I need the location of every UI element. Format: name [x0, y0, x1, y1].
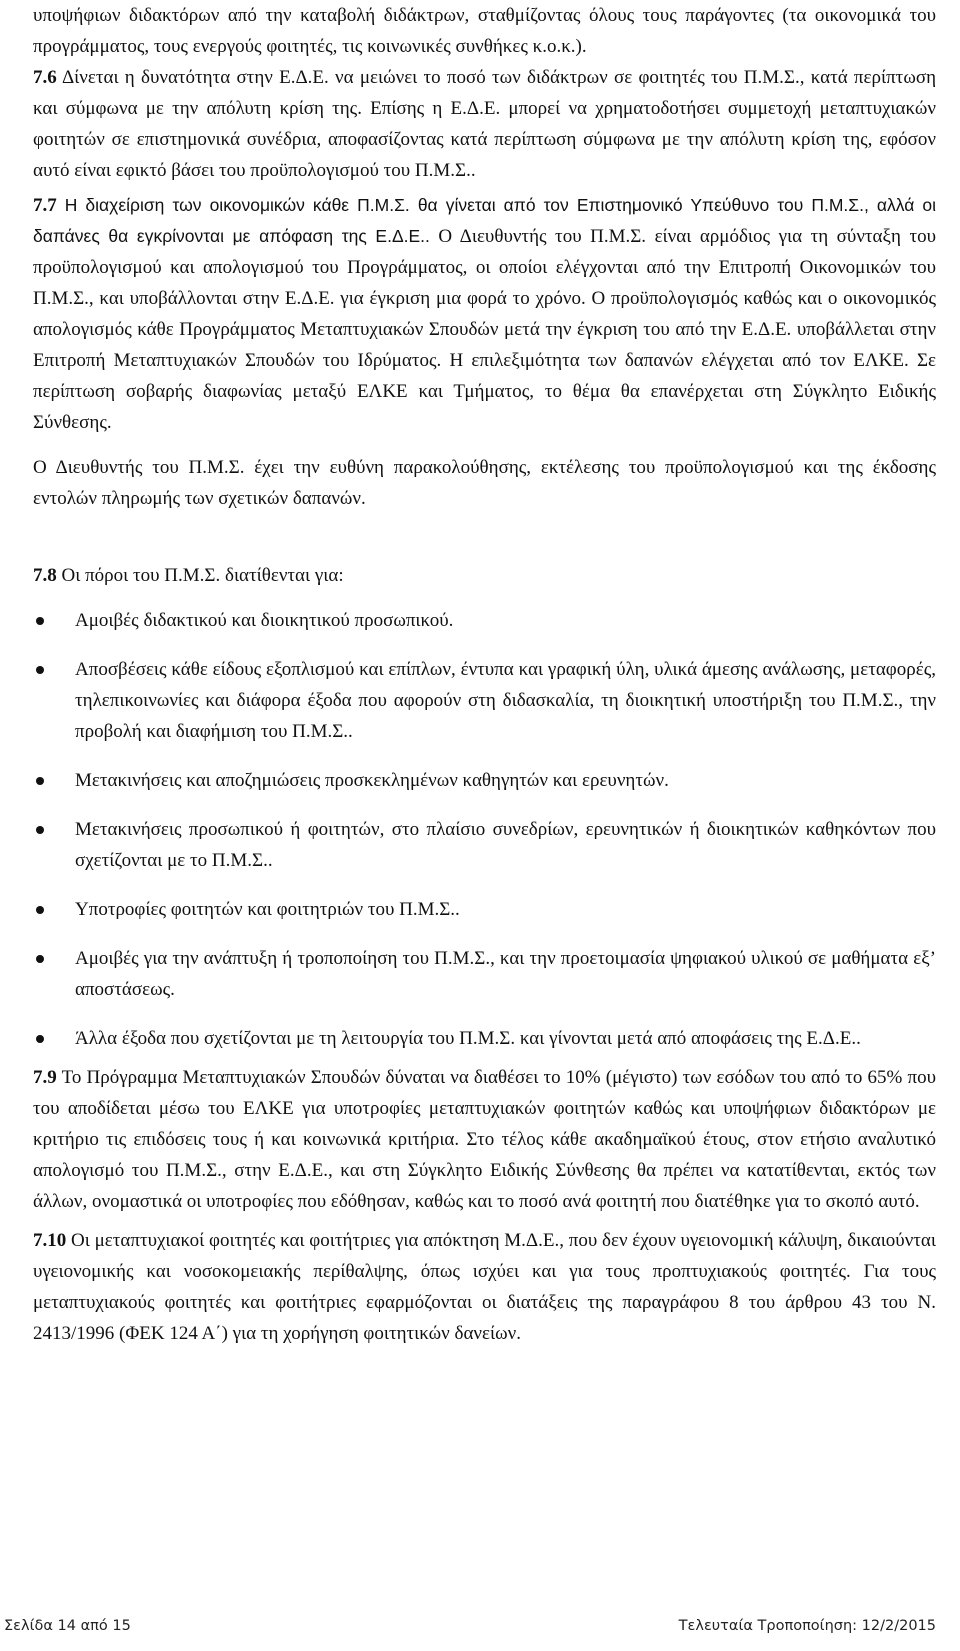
section-7-7	[33, 190, 936, 438]
last-revision: Τελευταία Τροποποίηση: 12/2/2015	[678, 1618, 936, 1634]
list-item: Μετακινήσεις και αποζημιώσεις προσκεκλημένων καθηγητών και ερευνητών.	[33, 765, 936, 796]
list-item: Υποτροφίες φοιτητών και φοιτητριών του Π.Μ.Σ..	[33, 894, 936, 925]
section-7-6	[33, 62, 936, 186]
bullet-icon	[36, 826, 44, 834]
bullet-icon	[36, 617, 44, 625]
section-number: 7.6	[33, 67, 57, 88]
director-paragraph: Ο Διευθυντής του Π.Μ.Σ. έχει την ευθύνη παρακολούθησης, εκτέλεσης του προϋπολογισμού και της έκδοσης εντολών πληρωμής των σχετικών δαπανών.	[33, 457, 936, 509]
section-7-10	[33, 1225, 936, 1349]
section-number: 7.9	[33, 1067, 57, 1088]
bullet-icon	[36, 906, 44, 914]
page-footer	[4, 1618, 936, 1634]
section-number: 7.7	[33, 195, 57, 216]
document-page	[33, 0, 936, 1349]
section-text-sans: Η διαχείριση των οικονομικών κάθε Π.Μ.Σ. θα γίνεται από τον Επιστημονικό Υπεύθυνο του Π.Μ.Σ., αλλά οι δαπάνες θα εγκρίνονται με απόφαση της Ε.Δ.Ε..	[33, 195, 937, 246]
page-number: Σελίδα 14 από 15	[4, 1618, 131, 1634]
list-item: Αμοιβές για την ανάπτυξη ή τροποποίηση του Π.Μ.Σ., και την προετοιμασία ψηφιακού υλικού σε μαθήματα εξ’ αποστάσεως.	[33, 943, 936, 1005]
section-text: Δίνεται η δυνατότητα στην Ε.Δ.Ε. να μειώνει το ποσό των διδάκτρων σε φοιτητές του Π.Μ.Σ., κατά περίπτωση και σύμφωνα με την απόλυτη κρίση της. Επίσης η Ε.Δ.Ε. μπορεί να χρηματοδοτήσει συμμετοχή μεταπτυχιακών φοιτητών σε επιστημονικά συνέδρια, αποφασίζοντας κατά περίπτωση σύμφωνα με την απόλυτη κρίση της, εφόσον αυτό είναι εφικτό βάσει του προϋπολογισμού του Π.Μ.Σ..	[33, 67, 936, 181]
bullet-icon	[36, 955, 44, 963]
section-7-9	[33, 1062, 936, 1217]
section-text: Το Πρόγραμμα Μεταπτυχιακών Σπουδών δύναται να διαθέσει το 10% (μέγιστο) των εσόδων του από το 65% που του αποδίδεται μέσω του ΕΛΚΕ για υποτροφίες μεταπτυχιακών φοιτητών καθώς και υποψήφιων διδακτόρων με κριτήριο τις επιδόσεις τους ή και κοινωνικά κριτήρια. Στο τέλος κάθε ακαδημαϊκού έτους, στον ετήσιο αναλυτικό απολογισμό του Π.Μ.Σ., στην Ε.Δ.Ε., και στη Σύγκλητο Ειδικής Σύνθεσης θα πρέπει να κατατίθενται, εκτός των άλλων, ονομαστικά οι υποτροφίες που εδόθησαν, καθώς και το ποσό ανά φοιτητή που διατέθηκε για το σκοπό αυτό.	[33, 1067, 936, 1212]
list-item: Άλλα έξοδα που σχετίζονται με τη λειτουργία του Π.Μ.Σ. και γίνονται μετά από αποφάσεις της Ε.Δ.Ε..	[33, 1023, 936, 1054]
list-item: Μετακινήσεις προσωπικού ή φοιτητών, στο πλαίσιο συνεδρίων, ερευνητικών ή διοικητικών καθηκόντων που σχετίζονται με το Π.Μ.Σ..	[33, 814, 936, 876]
list-item: Αποσβέσεις κάθε είδους εξοπλισμού και επίπλων, έντυπα και γραφική ύλη, υλικά άμεσης ανάλωσης, μεταφορές, τηλεπικοινωνίες και διάφορα έξοδα που αφορούν στη διδασκαλία, τη διοικητική υποστήριξη του Π.Μ.Σ., την προβολή και διαφήμιση του Π.Μ.Σ..	[33, 654, 936, 747]
bullet-icon	[36, 1035, 44, 1043]
intro-paragraph: υποψήφιων διδακτόρων από την καταβολή διδάκτρων, σταθμίζοντας όλους τους παράγοντες (τα οικονομικά του προγράμματος, τους ενεργούς φοιτητές, τις κοινωνικές συνθήκες κ.ο.κ.).	[33, 5, 936, 57]
section-number: 7.8	[33, 565, 57, 586]
section-text: Οι μεταπτυχιακοί φοιτητές και φοιτήτριες για απόκτηση Μ.Δ.Ε., που δεν έχουν υγειονομική κάλυψη, δικαιούνται υγειονομικής και νοσοκομειακής περίθαλψης, όπως ισχύει και για τους προπτυχιακούς φοιτητές. Για τους μεταπτυχιακούς φοιτητές και φοιτήτριες εφαρμόζονται οι διατάξεις της παραγράφου 8 του άρθρου 43 του Ν. 2413/1996 (ΦΕΚ 124 Α΄) για τη χορήγηση φοιτητικών δανείων.	[33, 1230, 937, 1344]
section-text: Ο Διευθυντής του Π.Μ.Σ. είναι αρμόδιος για τη σύνταξη του προϋπολογισμού και απολογισμού του Προγράμματος, οι οποίοι ελέγχονται από την Επιτροπή Οικονομικών του Π.Μ.Σ., και υποβάλλονται στην Ε.Δ.Ε. για έγκριση μια φορά το χρόνο. Ο προϋπολογισμός καθώς και ο οικονομικός απολογισμός κάθε Προγράμματος Μεταπτυχιακών Σπουδών μετά την έγκριση του από την Ε.Δ.Ε. υποβάλλεται στην Επιτροπή Μεταπτυχιακών Σπουδών του Ιδρύματος. Η επιλεξιμότητα των δαπανών ελέγχεται από τον ΕΛΚΕ. Σε περίπτωση σοβαρής διαφωνίας μεταξύ ΕΛΚΕ και Τμήματος, το θέμα θα επανέρχεται στη Σύγκλητο Ειδικής Σύνθεσης.	[33, 226, 936, 433]
bullet-icon	[36, 666, 44, 674]
list-item: Αμοιβές διδακτικού και διοικητικού προσωπικού.	[33, 605, 936, 636]
section-text: Οι πόροι του Π.Μ.Σ. διατίθενται για:	[61, 565, 344, 586]
resources-list	[33, 605, 936, 1054]
bullet-icon	[36, 777, 44, 785]
section-7-8	[33, 560, 936, 591]
section-number: 7.10	[33, 1230, 67, 1251]
